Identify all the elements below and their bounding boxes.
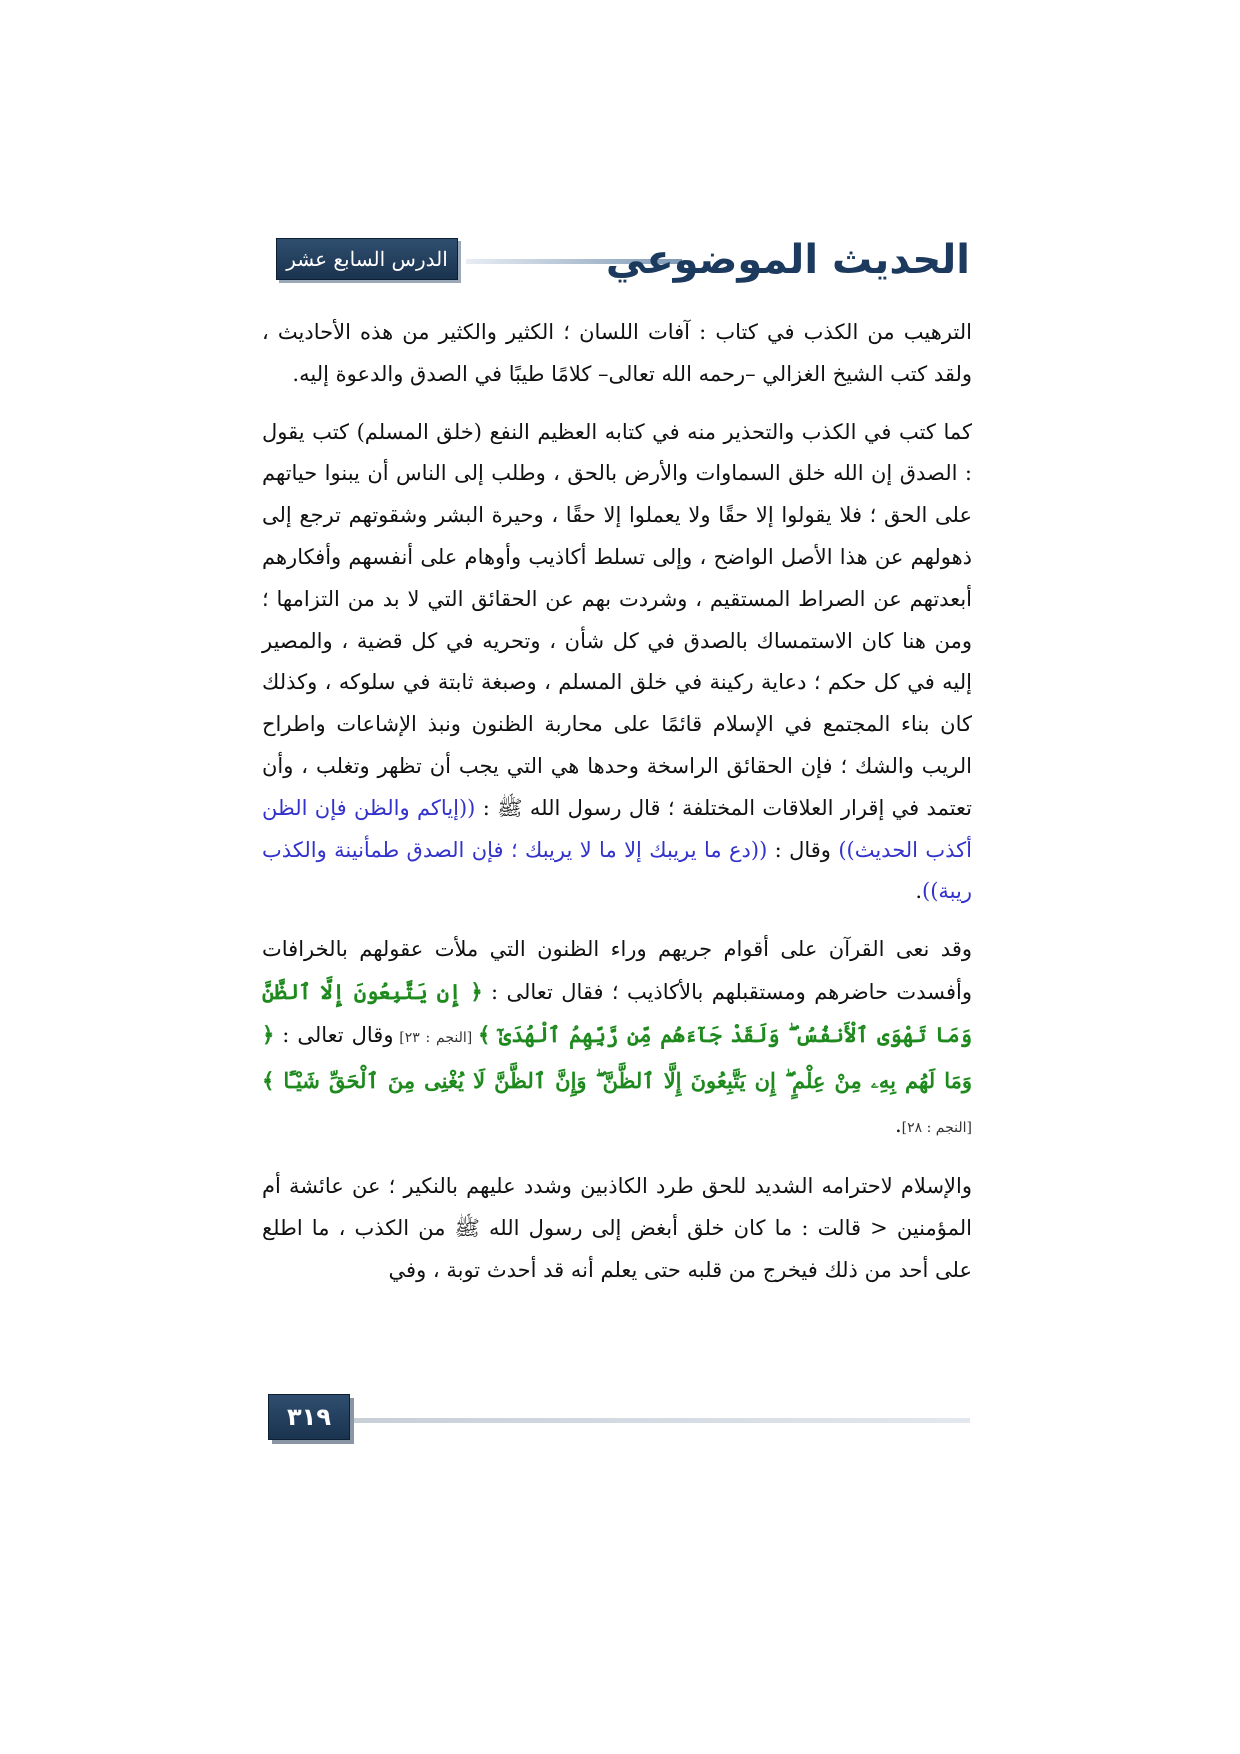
body-text: وقال : [767,837,839,862]
quran-verse: ﴿ وَمَا لَهُم بِهِۦ مِنْ عِلْمٍ ۖ إِن يَتَّبِعُونَ إِلَّا ٱلظَّنَّ ۖ وَإِنَّ ٱلظَّنَّ لَا يُغْنِى مِنَ ٱلْحَقِّ شَيْـًٔا ﴾ [262,1021,972,1093]
body-text: والإسلام لاحترامه الشديد للحق طرد الكاذبين وشدد عليهم بالنكير ؛ عن عائشة أم المؤمنين < قالت : ما كان خلق أبغض إلى رسول الله ﷺ من الكذب ، ما اطلع على أحد من ذلك فيخرج من قلبه حتى يعلم أنه قد أحدث توبة ، وفي [262,1174,972,1282]
lesson-badge: الدرس السابع عشر [276,238,458,280]
verse-reference: [النجم : ٢٨] [901,1120,972,1137]
body-text: وقال تعالى : [274,1022,394,1047]
paragraph [262,412,972,914]
body-text: الترهيب من الكذب في كتاب : آفات اللسان ؛ الكثير والكثير من هذه الأحاديث ، ولقد كتب الشيخ الغزالي –رحمه الله تعالى– كلامًا طيبًا في الصدق والدعوة إليه. [262,320,972,386]
body-text: . [894,1113,902,1138]
paragraph [262,929,972,1150]
paragraph [262,312,972,396]
page-number: ٣١٩ [268,1394,350,1440]
paragraph [262,1166,972,1291]
hadith-quote: ((دع ما يريبك إلا ما لا يريبك ؛ فإن الصدق طمأنينة والكذب ريبة)) [262,837,972,904]
book-title: الحديث الموضوعي [605,237,970,283]
page-body [262,312,972,1308]
quran-verse: ﴿ إِن يَتَّبِعُونَ إِلَّا ٱلظَّنَّ وَمَا تَهْوَى ٱلْأَنفُسُ ۖ وَلَقَدْ جَآءَهُم مِّن رَّبِّهِمُ ٱلْهُدَىٰٓ ﴾ [262,978,972,1047]
body-text: وقد نعى القرآن على أقوام جريهم وراء الظنون التي ملأت عقولهم بالخرافات وأفسدت حاضرهم ومستقبلهم بالأكاذيب ؛ فقال تعالى : [262,937,972,1004]
body-text: . [915,879,923,904]
page-header [270,232,970,292]
footer-divider [336,1418,970,1423]
verse-reference: [النجم : ٢٣] [393,1029,479,1046]
hadith-quote: ((إياكم والظن فإن الظن أكذب الحديث)) [262,795,972,862]
body-text: كما كتب في الكذب والتحذير منه في كتابه العظيم النفع (خلق المسلم) كتب يقول : الصدق إن الله خلق السماوات والأرض بالحق ، وطلب إلى الناس أن يبنوا حياتهم على الحق ؛ فلا يقولوا إلا حقًا ولا يعملوا إلا حقًا ، وحيرة البشر وشقوتهم ترجع إلى ذهولهم عن هذا الأصل الواضح ، وإلى تسلط أكاذيب وأوهام على أنفسهم وأفكارهم أبعدتهم عن الصراط المستقيم ، وشردت بهم عن الحقائق التي لا بد من التزامها ؛ ومن هنا كان الاستمساك بالصدق في كل شأن ، وتحريه في كل قضية ، والمصير إليه في كل حكم ؛ دعاية ركينة في خلق المسلم ، وصبغة ثابتة في سلوكه ، وكذلك كان بناء المجتمع في الإسلام قائمًا على محاربة الظنون ونبذ الإشاعات واطراح الريب والشك ؛ فإن الحقائق الراسخة وحدها هي التي يجب أن تظهر وتغلب ، وأن تعتمد في إقرار العلاقات المختلفة ؛ قال رسول الله ﷺ : [262,419,973,820]
